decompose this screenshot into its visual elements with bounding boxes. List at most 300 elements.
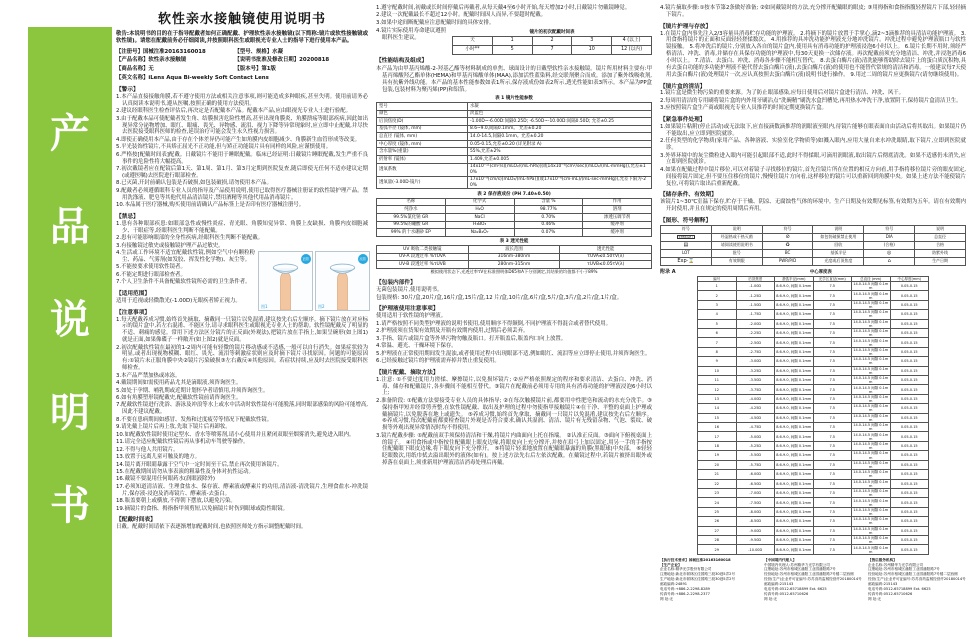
table-cell: 16	[698, 423, 737, 432]
table-cell: 14.0-14.5 间隔 0.1mm	[853, 338, 889, 347]
table-caption: 表 3 透光性能	[499, 239, 529, 245]
table-footnote: 模拟使用状态下,光透过率τV在标准照明体D65和A下分别测定,其结果的均值都不小于89%	[430, 269, 598, 275]
table-cell: 7.5	[813, 319, 852, 328]
table-cell: 14.0-14.5 间隔 0.1mm	[853, 329, 889, 338]
table-cell: -4.00D	[736, 394, 775, 403]
paragraph: 1.注意: ①不要过度用力搓揉、摩擦镜片,以免损坏镜片; ②应严格依照规定的程序和要求清洁、去蛋白、冲洗、消毒、储存和配戴镜片,各步骤间不能相互替代。③镜片在配戴前必须用专用的具有消毒功能的护理液浸泡6小时以上;	[376, 376, 652, 397]
table-cell: 14.0-14.5 间隔 0.1mm	[853, 470, 889, 479]
column-header: 透光性能	[560, 246, 652, 254]
paragraph: 1.在镜片盒内事先注入2/3容量具消毒贮存功能的护理液。 2.将摘下的镜片放置于手掌心,滴2~3滴推荐的具清洁功能护理液。 3.用食指将镜片的正面和反面轻轻搓揉数次。 4.用推荐的具冲洗功能护理液充分地冲洗镜片。冲洗过程中避免护理液瓶口与软性镜接触。 5.将冲洗后的镜片,分别放入各自的镜片盒内,使用具有消毒功能的护理液浸泡6小时以上。 6.镜片长期不用时,须经严格清洁、冲洗、消毒,并储存在具保存功能的护理液中,每30天更换一次储存液。再次配戴前须充分地清洁、冲洗,并浸泡消毒6小时以上。 7.清洁、去蛋白、冲洗、消毒各步骤不能相互替代。 8.去蛋白酶片(液)清洗能够帮助除去镜片上的蛋白质沉积物,具有去蛋白功能的多功能护理液不能代替去蛋白酶片(液),去蛋白酶片(液)的使用也不能替代常规的清洁和消毒。一般建议每7天使用去蛋白酶片(液)处理镜片一次,应认真按照去蛋白酶片(液)说明书进行操作。 9.用过二周的镜片应更换镜片(请勿继续使用)。	[660, 30, 966, 78]
table-cell: 生产日期	[915, 257, 966, 265]
table-cell: 0.70%	[514, 214, 583, 222]
paragraph: 11.请完全适应配戴软性镜后再从事机动车驾驶等操作。	[116, 439, 249, 446]
footer-line: 经营地址:苏州市相城区潘阳工业园潘阳路7号楼二层西侧	[764, 572, 854, 577]
table-cell: 28	[698, 535, 737, 544]
table-row	[698, 498, 929, 507]
table-cell: 7.5	[813, 460, 852, 469]
column-header: 含量 %	[514, 198, 583, 206]
table-row	[698, 526, 929, 535]
table-cell: 0.05-0.15	[890, 526, 929, 535]
table-cell: -5.00D	[736, 432, 775, 441]
table-cell: 29	[698, 545, 737, 554]
table-cell: 8.6-9.0, 间隔 0.1mm	[775, 338, 814, 347]
table-cell: 8.6-9.0, 间隔 0.1mm	[775, 385, 814, 394]
table-cell: 0.05-0.15	[890, 310, 929, 319]
table-cell: 10	[698, 366, 737, 375]
table-cell: 缓冲剂	[583, 229, 652, 237]
lens-side-badge: 正面	[301, 254, 311, 264]
footer-line: 生产地址:新北市树林区佳园路三段30巷5弄2号	[660, 577, 736, 582]
uv-protection-icon: ◎	[887, 249, 892, 256]
table-cell: NaCl	[445, 214, 514, 222]
table-cell: 0.05-0.15	[890, 479, 929, 488]
table-cell: 7.5	[813, 329, 852, 338]
table-cell: 0.05-0.15	[890, 329, 929, 338]
table-cell: 14.0-14.5 间隔 0.1mm	[853, 413, 889, 422]
table-row	[377, 214, 652, 222]
table-cell: 颜色	[377, 110, 468, 118]
paragraph: 1.患有各种眼部疾患:如眼部急性或慢性炎症、青光眼、角膜知觉异常、角膜上皮缺损、角膜内皮细胞减少、干眼症等,经眼科医生判断不能配戴。	[116, 220, 368, 234]
table-cell: 14x10⁻¹¹(cm²/s)[mLO₂/(mL·hPa)](或14x10⁻⁹(cm²/sec)(mLO₂/(mL·mmHg)),允差±10%	[468, 163, 652, 176]
appendix-label: 附录 A	[660, 268, 676, 275]
table-cell: 8.6-9.0, 间隔 0.1mm	[775, 404, 814, 413]
table-cell: 7.5	[813, 291, 852, 300]
paragraph: 1.镜片盒是微生物污染的重要来源。为了防止眼部感染,应每日使用后对镜片盒进行清洁、冲洗、风干。	[660, 90, 905, 97]
lens-figure-panel	[258, 251, 313, 311]
table-row	[377, 103, 652, 111]
table-cell: 7.5	[813, 413, 852, 422]
table-row	[698, 432, 929, 441]
table-cell: 0.05-0.15	[890, 535, 929, 544]
table-row	[453, 46, 652, 55]
table-cell	[864, 257, 915, 265]
table-row	[377, 156, 652, 164]
footer-line: 中国境内代理人:苏州精华力光学有限公司	[764, 562, 830, 567]
table-row	[698, 357, 929, 366]
table-cell	[661, 241, 712, 249]
table-cell: 14.0-14.5 间隔 0.1mm	[853, 366, 889, 375]
table-cell: 折射率 (镜体)	[377, 156, 468, 164]
paragraph: 2.患有可能影响眼部的全身性疾病,经眼科医生判断不能配戴。	[116, 235, 264, 242]
table-cell: 14.0-14.5 间隔 0.1mm	[853, 319, 889, 328]
table-row	[377, 229, 652, 237]
table-row	[698, 470, 929, 479]
col3-content	[660, 5, 966, 601]
sidebar-char: 明	[50, 390, 90, 436]
table-row	[377, 206, 652, 214]
field-value: 【商品名称】无	[116, 65, 154, 72]
section-heading: 【护理液使用注意事项】	[376, 306, 439, 313]
table-cell: 8.6-9.0, 间隔 0.1mm	[775, 366, 814, 375]
table-cell: 基弧半径	[813, 249, 864, 257]
lens-side-badge: 反面	[358, 254, 368, 264]
table-cell: 5	[492, 46, 532, 55]
table-cell: 1	[698, 281, 737, 290]
paragraph: 6.不能定期进行眼部检查者。	[116, 271, 186, 278]
field-value: 【注册号】国械注准20163160018	[116, 48, 206, 55]
table-cell: 14.0-14.5 间隔 0.1mm	[853, 385, 889, 394]
table-cell: 8.6~9.0,间隔0.1mm。 允差±0.20	[468, 125, 652, 133]
paragraph: 包装规格: 30片/盒,20片/盒,16片/盒,15片/盒,12 片/盒,10片/盒,6片/盒,5片/盒,3片/盒,2片/盒,1片/盒。	[376, 294, 623, 301]
table-cell: 7.5	[813, 479, 852, 488]
table-cell: -3.75D	[736, 385, 775, 394]
saline-composition-table	[376, 198, 652, 237]
table-cell: 99.5%的硼酸 GR	[377, 221, 446, 229]
table-cell: 防紫外线	[915, 249, 966, 257]
table-row	[698, 488, 929, 497]
table-row	[698, 460, 929, 469]
paragraph: 3.手指、镜片或镜片盒等外界污物勿触及瓶口。打开瓶盖后,瓶盖内口向上放置。	[376, 335, 567, 342]
paragraph: 10.如配戴软性镜时使用定型水、香水等喷雾剂,请小心使用并且紧闭双眼至烟雾消失,避免进入眼内。	[116, 431, 355, 438]
table-cell: 12 (以内)	[612, 46, 652, 55]
table-cell: 7.5	[813, 498, 852, 507]
table-cell: 7	[532, 46, 572, 55]
table-cell: 型号	[377, 103, 468, 111]
table-cell: 7.5	[813, 488, 852, 497]
col1-content	[116, 84, 368, 531]
table-caption: 表 2 保存液成份 (PH 7.40±0.50)	[477, 192, 551, 198]
lead-and-wear-table-row	[376, 28, 652, 66]
table-cell: 14.0-14.5,间隔0.1mm。允差±0.20	[468, 133, 652, 141]
table-cell: H₂O	[445, 206, 514, 214]
lens-parameters-table	[376, 102, 652, 189]
table-row	[377, 133, 652, 141]
table-cell: 5	[698, 319, 737, 328]
paragraph: 2.初次配戴软性镜在最初的1-2周内可能有轻微的镜片移动感或不适感,一般可以自行消失。如果症状较为明显,或者出现视物模糊、眼红、畏光、流泪等刺激症状则应及时摘下镜片寻找原因。问题的可能原因有:①镜片未正服角膜中央②镜片污染破损③左右戴反④其他原因。若症状持续,应及时去医院接受眼科医师检查。	[116, 344, 368, 372]
section-heading: 【紧急事件处理】	[660, 117, 706, 124]
table-cell: 0.05-0.15	[890, 488, 929, 497]
table-header-row	[377, 198, 652, 206]
table-cell: 0.05-0.15	[890, 385, 929, 394]
table-cell: 0.05-0.15	[890, 404, 929, 413]
section-heading: 【包装内部件】	[376, 280, 416, 287]
table-cell: 8.6-9.0, 间隔 0.1mm	[775, 319, 814, 328]
table-cell: -7.00D	[736, 488, 775, 497]
table-cell: 14.0-14.5 间隔 0.1mm	[853, 291, 889, 300]
table-cell: 17	[698, 432, 737, 441]
paragraph: 3.应按照镜片盒生产商或眼视光专业人员推荐的时间定期更换镜片盒。	[660, 105, 827, 112]
table-cell: 0.05-0.15	[890, 394, 929, 403]
table-cell: τUVB≤0.05τV(λ)	[560, 261, 652, 269]
table-cell: 8.6-9.0, 间隔 0.1mm	[775, 545, 814, 554]
paragraph: 13.放置于远离儿童可触及的地方。	[116, 454, 201, 461]
table-cell: 8.6-9.0, 间隔 0.1mm	[775, 281, 814, 290]
light-transmission-table	[376, 245, 652, 269]
table-cell: 渗透压调节剂	[583, 214, 652, 222]
table-cell: 14.0-14.5 间隔 0.1mm	[853, 404, 889, 413]
table-cell: 0.05-0.15,允差±0.20 (详见附录 A)	[468, 140, 652, 148]
section-heading: 【性能结构及组成】	[376, 58, 428, 65]
table-row	[377, 253, 652, 261]
table-cell: 8.6-9.0, 间隔 0.1mm	[775, 432, 814, 441]
table-cell: 后顶焦度(D)	[377, 118, 468, 126]
paragraph: 10.本品属于医疗器械,购买使用前请确认产品标签上是否印有医疗器械注册号。	[116, 202, 305, 209]
table-row	[377, 261, 652, 269]
table-cell: H₃BO₃	[445, 221, 514, 229]
paragraph: 2.准备阶段: ①配戴方法要接受专业人员的具体指导; ②在每次触摸镜片前,都要用中性肥皂和流动的水充分洗手。③保持指甲短并经常剪齐整,在软性镜配戴、取出及护理的过程中勿使指甲接触镜片④在干净、平整的桌面上护理或戴摘镜片,以免脱落在地上或遗失。 ⑤养成习惯,始终首先拿取、摘戴同一只镜片以免混淆,建议按先右后左顺序。 ⑥养成习惯,每次配戴前都要检查镜片外观是否符合要求,确认其湿润、清洁、镜片有无残留杂物、气泡、裂纹、破损等外观出现异常情况时均不得使用。	[376, 397, 652, 432]
paragraph: 5.如处于孕期、哺乳期或近期计划怀孕者请慎用,并须咨询医生。	[116, 387, 269, 394]
table-cell: 1	[492, 37, 532, 46]
section-heading: 【适用范围】	[116, 291, 151, 298]
table-header-row	[661, 225, 966, 233]
footer-line: 邮政编码:215143	[868, 581, 898, 586]
footer-line: 注册地址:苏州市相城区潘阳工业园潘阳路7号	[764, 567, 836, 572]
lens-orientation-figure	[258, 251, 370, 311]
product-fields	[116, 48, 368, 83]
table-cell: 水凝	[468, 103, 652, 111]
column-3	[660, 5, 966, 641]
paragraph: 4.常温、避光、干燥环境下保存。	[376, 343, 457, 350]
table-cell: 溶剂	[583, 206, 652, 214]
column-header: 符号	[661, 225, 712, 233]
table-cell: 回收	[813, 241, 864, 249]
table-cell: 淡蓝色	[468, 110, 652, 118]
footer-line: 邮政编码:215143	[764, 581, 794, 586]
table-cell: 14.0-14.5 间隔 0.1mm	[853, 479, 889, 488]
table-cell: 透氧系数	[377, 163, 468, 176]
table-cell: 8.6-9.0, 间隔 0.1mm	[775, 300, 814, 309]
paragraph: 2.建议经眼科医生检查评估后,再决定是否配戴本产品。配戴本产品,应由眼视光专业人士进行验配。	[116, 108, 351, 115]
table-cell: -4.25D	[736, 404, 775, 413]
field-value: 【版本号】第1版	[234, 65, 276, 72]
table-cell: 14.0-14.5 间隔 0.1mm	[853, 451, 889, 460]
table-cell: 15	[698, 413, 737, 422]
paragraph: 7.初次戴镜者应在配镜后第1天、第1周、第1月、第3月定期到医院复查,随后即使无任何不适亦建议定期(或遵医嘱)去医院进行眼部检查。	[116, 166, 368, 179]
table-cell: 0.05-0.15	[890, 413, 929, 422]
table-row	[377, 110, 652, 118]
footer-line: 【中国境内代理人】	[764, 557, 797, 562]
table-cell: 小时**	[453, 46, 493, 55]
sidebar-product-manual	[28, 27, 112, 637]
figure-label: 图1	[261, 303, 268, 309]
table-cell: 7.5	[813, 404, 852, 413]
notice-paragraph: 敬告:本说明书的目的在于指导配戴者如何正确配戴、护理软性亲水接触镜(以下简称:镜片或软性接触镜或软性镜)。请您在配戴前务必仔细阅读,并按照眼科医生或眼视光专业人士的指导下进行使用本产品。	[116, 31, 368, 45]
paragraph: 5.护理液在正常使用期间发生混浊,或者使用过程中出现眼部不适,例如眼红、流泪等应立即停止使用,并须咨询医生。	[376, 350, 651, 357]
table-row	[698, 310, 929, 319]
table-cell: -4.50D	[736, 413, 775, 422]
table-cell: 8.6-9.0, 间隔 0.1mm	[775, 423, 814, 432]
column-header: 说明	[711, 225, 762, 233]
table-cell: 7.5	[813, 281, 852, 290]
paragraph: 6.如有角膜塑形镜配戴史,配戴软性镜前请咨询医生。	[116, 395, 242, 402]
table-cell: 总直径 (镜体, mm)	[377, 133, 468, 141]
footer-line: 【生产企业】	[660, 562, 682, 567]
table-cell: 316nm-380nm	[468, 253, 560, 261]
table-row	[661, 241, 966, 249]
table-row	[698, 404, 929, 413]
table-caption: 表 1 镜片性能参数	[495, 96, 533, 102]
table-cell: 21	[698, 470, 737, 479]
paragraph: 3.镜片配戴步骤: ①配戴前双手须保持清洁和干燥,将镜片内曲面向上托在指端。 ②认准正反面。③面向下俯视桌面上的镜子。 ④用食指或中指按住配戴眼上眼皮边缘,将眼皮向上充分撑开,并按在眉弓上加以固定,用另一手的手指按住配戴眼下眼皮边缘,将下眼皮向下充分撑开。 ⑤将镜片轻柔地放置在配戴眼暴露的角膜(黑眼球)中央部。 ⑥轻轻眨眼数次,用纸巾拭去溢出眼外的液体(如有)。按上述方法先右后左依次配戴。在戴镜过程中,若镜片被挤出眼外或掉落在桌面上,须重新用护理液清洁消毒处理后再戴。	[376, 432, 652, 467]
table-cell: 8.6-9.0, 间隔 0.1mm	[775, 488, 814, 497]
table-cell: 0.05-0.15	[890, 451, 929, 460]
table-cell: 有效期限	[711, 257, 762, 265]
table-row	[698, 385, 929, 394]
footer-line: 注册地址:新北市树林区佳园路三段30巷5弄2号	[660, 572, 736, 577]
appendix-title: 中心厚度表	[809, 269, 832, 275]
page-title: 软性亲水接触镜使用说明书	[157, 12, 326, 27]
table-cell: -8.00D	[736, 507, 775, 516]
table-row	[698, 394, 929, 403]
table-cell: 8.6-9.0, 间隔 0.1mm	[775, 376, 814, 385]
table-row	[377, 118, 652, 126]
section-heading: 【镜片配戴、摘取方法】	[376, 369, 439, 376]
column-header: 符号	[864, 225, 915, 233]
table-row	[698, 300, 929, 309]
table-cell: 0.05-0.15	[890, 460, 929, 469]
table-cell: 14.0-14.5 间隔 0.1mm	[853, 517, 889, 526]
table-cell: 0.05-0.15	[890, 319, 929, 328]
table-cell: 22	[698, 479, 737, 488]
table-row	[698, 319, 929, 328]
table-cell: 7.5	[813, 385, 852, 394]
table-cell: UV-A 段透过率 %τUVA	[377, 253, 469, 261]
footer-line: 企业名称:苏州精华力光学有限公司	[868, 562, 924, 567]
table-cell: 7.5	[813, 300, 852, 309]
table-cell: 0.05-0.15	[890, 517, 929, 526]
table-row	[698, 329, 929, 338]
paragraph: 4.即使正确使用本产品,由于存在个体差异仍可能产生如角膜内皮细胞减少、角膜新生血管形成等改变。	[116, 136, 361, 143]
paragraph: 1.本产品直接接触角膜,若不遵守使用方法或相关注意事项,则可能造成多种眼疾,甚至失明。使用前请务必认真阅读本说明书,遵从医嘱,按照正确的使用方法使用。	[116, 93, 368, 107]
consult-instructions-icon: ▤	[683, 241, 689, 248]
paragraph: 8.已灭菌,开封前确认包装是否破损,如包装破损,请勿使用本产品。	[116, 180, 272, 187]
table-cell: 8.6-9.0, 间隔 0.1mm	[775, 357, 814, 366]
table-cell: 14.0-14.5 间隔 0.1mm	[853, 423, 889, 432]
table-cell: 98.77%	[514, 206, 583, 214]
table-cell: 天	[453, 37, 493, 46]
table-cell: 14.0-14.5 间隔 0.1mm	[853, 489, 889, 498]
table-cell: -5.25D	[736, 441, 775, 450]
paragraph: 1.遵守配戴时间,初戴或长时间停戴后再戴者,从每天戴4至6小时开始,每天增加2小时,日戴镜片勿戴镜睡觉。	[376, 5, 631, 11]
table-cell: 0.05-0.15	[890, 338, 929, 347]
footer-block	[868, 558, 966, 602]
table-row	[698, 281, 929, 290]
table-cell: 11	[698, 376, 737, 385]
table-cell: 14.0-14.5 间隔 0.1mm	[853, 300, 889, 309]
table-cell: 7.5	[813, 451, 852, 460]
table-cell: 0.05-0.15	[890, 357, 929, 366]
footer-block	[764, 558, 862, 602]
column-header: 中心厚度(mm)	[890, 276, 929, 281]
initial-wear-schedule-table	[452, 36, 652, 55]
paragraph: 1.请严格按照不同类型护理液的说明书使用,使用顺序不得颠倒,不同护理液不得混合或者替代使用。	[376, 320, 611, 327]
table-cell: 14.0-14.5 间隔 0.1mm	[853, 432, 889, 441]
table-cell: 8.6-9.0, 间隔 0.1mm	[775, 451, 814, 460]
table-row	[698, 413, 929, 422]
table-row	[377, 140, 652, 148]
paragraph: 14.镜片离开眼睛暴露于空气中一定时间至干后,禁止再次使用该镜片。	[116, 461, 283, 468]
table-cell: 7.5	[813, 366, 852, 375]
expiry-date-icon: Exp·⌛	[677, 257, 695, 264]
table-cell: BC	[762, 249, 813, 257]
column-header: 后顶焦度	[736, 276, 775, 281]
table-row	[698, 423, 929, 432]
table-row	[698, 338, 929, 347]
table-cell: 99.5%氯化钠 GR	[377, 214, 446, 222]
paragraph: 8.不要在患病期间如感冒、发热和过度疲劳等情况下配戴软性镜。	[116, 416, 273, 423]
paragraph: 本产品为由甲基丙烯酸-2-羟基乙酯等材料制成的单焦、球面设计的日戴型软性亲水接触镜。镜片所用材料主要有:甲基丙烯酸羟乙酯单体(HEMA)和甲基丙烯酸单体(MAA),添加活性蓝染料,经交联剂聚合而成。添加了紫外线吸收剂,具有抗紫外线功能。本产品的基本性能参数如表1所示,保存液成份如表2所示,透光性能如表3所示。本产品为PP盒包装,包装材料为聚丙烯(PP)和铝箔。	[376, 66, 652, 93]
table-cell: LOT	[661, 249, 712, 257]
paragraph: 9.配戴者必须遵循眼科专业人员的指导及产品使用说明,使用已取得医疗器械注册证的软性镜护理产品。禁用洗涤液、肥皂等其他代用品清洁镜片,禁用酒精等其他代用品消毒镜片。	[116, 187, 368, 201]
table-cell: 0.05-0.15	[890, 470, 929, 479]
paragraph: 6.严格按[配戴时间表]配戴。日戴镜片不能用于睡眠配戴。临床已经证明:日戴镜片睡眠配戴,发生严重不良事件的危险性将大幅提高。	[116, 151, 368, 165]
table-cell: 0.05-0.15	[890, 291, 929, 300]
footer-line: 邮政编码:24891	[660, 581, 688, 586]
table-cell: 7.5	[813, 432, 852, 441]
table-cell: 25	[698, 507, 737, 516]
paragraph: 15.在配戴期间请勿从事表演的粗暴性及身体对抗性运动。	[116, 468, 254, 475]
table-cell: 批号	[711, 249, 762, 257]
table-cell: 23	[698, 488, 737, 497]
table-cell: 8.6-9.0, 间隔 0.1mm	[775, 470, 814, 479]
table-cell: -2.75D	[736, 347, 775, 356]
sidebar-char: 书	[50, 483, 90, 529]
table-row	[377, 148, 652, 156]
table-cell: 18	[698, 441, 737, 450]
footer-line: 传真号码:0512-65710626	[764, 591, 809, 596]
table-cell	[762, 233, 813, 241]
table-cell: 8.6-9.0, 间隔 0.1mm	[775, 479, 814, 488]
paragraph: 日戴。配戴时间请依下表逐渐增加配戴时间,也依照医师处方指示调整配戴时间。	[116, 524, 307, 531]
table-cell: 14.0-14.5 间隔 0.1mm	[853, 376, 889, 385]
footer-line: 经营地址:苏州市相城区潘阳工业园潘阳路7号楼二层西侧	[868, 572, 958, 577]
column-header: 光学区直径(mm)	[813, 276, 852, 281]
table-row	[698, 291, 929, 300]
table-cell: 0.05-0.15	[890, 281, 929, 290]
footer-line: 传真号码:+886-2-2298-2377	[660, 591, 710, 596]
column-header: 总直径 (mm)	[852, 276, 891, 281]
paragraph: 2.任何类型的化学物质(家用产品、各种溶液、实验室化学物质等)如溅入眼内,应用大量自来水冲洗眼睛,取下镜片,立即到医院就诊。	[660, 138, 966, 152]
wear-lead-left	[376, 28, 446, 66]
paragraph: 使用适用于软性镜的护理液。	[376, 313, 447, 320]
table-cell: 3	[698, 300, 737, 309]
table-row	[698, 479, 929, 488]
table-cell: -6.00D	[736, 470, 775, 479]
footer-line: 电话号码:0512-65718899 Ext. 6625	[764, 586, 827, 591]
paragraph: 无菌包装镜片,使用说明书。	[376, 287, 443, 294]
table-cell: 8.6-9.0, 间隔 0.1mm	[775, 441, 814, 450]
sidebar-char: 品	[50, 204, 90, 250]
table-cell: 7.5	[813, 545, 852, 554]
table-cell: 14.0-14.5 间隔 0.1mm	[853, 395, 889, 404]
field-value: 【型号、规格】水凝	[234, 48, 283, 55]
column-1	[116, 5, 368, 641]
paragraph: 2.建议一次配戴最长不超过12小时。配戴时间因人而异,不要超时配戴。	[376, 12, 547, 19]
table-cell: τUVA≤0.50τV(λ)	[560, 253, 652, 261]
table-cell: 7	[698, 338, 737, 347]
footer-line: 网 址:无	[660, 596, 674, 601]
table-cell: 透氧量(-3.00D·镜片)	[377, 176, 468, 189]
table-cell: -2.50D	[736, 338, 775, 347]
table-cell: 14.0-14.5 间隔 0.1mm	[853, 526, 889, 535]
column-header: 波长范围	[468, 246, 560, 254]
table-cell: 0.05-0.15	[890, 441, 929, 450]
section-heading: 【配戴时间表】	[116, 517, 156, 524]
table-cell: -2.25D	[736, 329, 775, 338]
table-cell: 8.6-9.0, 间隔 0.1mm	[775, 329, 814, 338]
sidebar-char: 产	[50, 111, 90, 157]
col2-content	[376, 5, 652, 467]
field-value: 【说明书批准及修改日期】20200818	[234, 57, 330, 64]
table-row	[661, 233, 966, 241]
paragraph: 12.不得与他人共用镜片。	[116, 446, 179, 453]
table-cell: 0.05-0.15	[890, 498, 929, 507]
leaflet-body	[116, 5, 966, 641]
table-cell: 6	[698, 329, 737, 338]
column-2	[376, 5, 652, 641]
table-cell: 含水量%(重量)	[377, 148, 468, 156]
table-cell: 7.5	[813, 376, 852, 385]
